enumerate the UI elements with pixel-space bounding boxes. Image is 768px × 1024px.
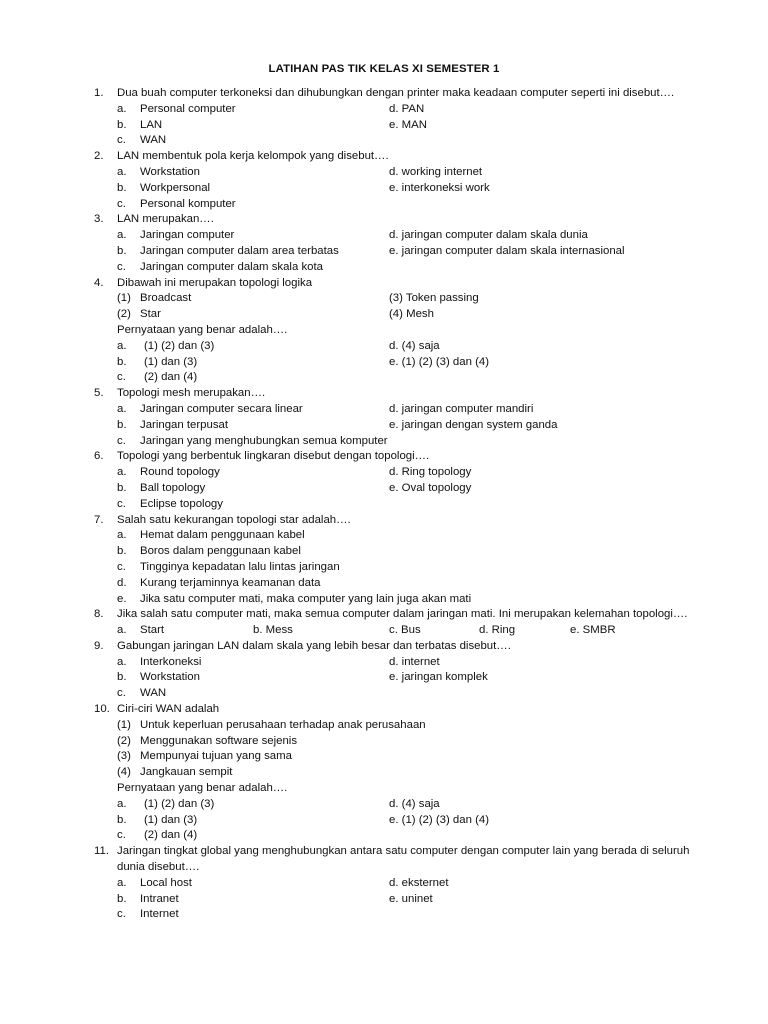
option-c: Eclipse topology (140, 497, 223, 510)
question-text: LAN membentuk pola kerja kelompok yang disebut…. (117, 150, 389, 163)
statement-4: (4) Mesh (389, 308, 434, 321)
question-number: 2. (94, 150, 104, 163)
question-number: 11. (94, 845, 109, 858)
option-label: c. (117, 371, 126, 384)
option-b: Jaringan terpusat (140, 418, 229, 431)
option-row (0, 907, 768, 923)
question-text: Topologi mesh merupakan…. (117, 387, 266, 400)
question-text: Topologi yang berbentuk lingkaran disebut dengan topologi…. (117, 450, 430, 463)
statement-row (0, 749, 768, 765)
option-label: c. (117, 687, 126, 700)
option-label: a. (117, 466, 127, 479)
option-label: b. (117, 481, 127, 494)
option-label: b. (117, 418, 127, 431)
option-c: (2) dan (4) (144, 829, 198, 842)
option-e: e. Oval topology (389, 481, 472, 494)
statement-prompt: Pernyataan yang benar adalah…. (117, 323, 288, 336)
statement-4: Jangkauan sempit (140, 766, 233, 779)
option-label: a. (117, 165, 127, 178)
option-label: c. (117, 434, 126, 447)
option-row (0, 481, 768, 497)
option-row (0, 244, 768, 260)
option-a: Local host (140, 876, 192, 889)
statement-row (0, 765, 768, 781)
question-number: 8. (94, 608, 104, 621)
option-label: a. (117, 655, 127, 668)
option-a: Jaringan computer (140, 229, 235, 242)
option-c: Jaringan computer dalam skala kota (140, 260, 323, 273)
option-row (0, 686, 768, 702)
option-d: d. internet (389, 655, 440, 668)
option-d: d. jaringan computer mandiri (389, 402, 534, 415)
question-number: 1. (94, 87, 104, 99)
option-e: e. (1) (2) (3) dan (4) (389, 813, 490, 826)
statement-3: (3) Token passing (389, 292, 479, 305)
option-label: a. (117, 102, 127, 115)
question-text: Salah satu kekurangan topologi star adalah…. (117, 513, 351, 526)
question-text: LAN merupakan…. (117, 213, 214, 226)
option-c: WAN (140, 687, 167, 700)
option-a: Jaringan computer secara linear (140, 402, 303, 415)
option-a: (1) (2) dan (3) (144, 339, 215, 352)
question-number: 3. (94, 213, 104, 226)
question-text: Jaringan tingkat global yang menghubungkan antara satu computer dengan computer lain yang berada di seluruh dunia disebut…. (117, 845, 690, 874)
question-number: 7. (94, 513, 104, 526)
statement-label: (2) (117, 734, 131, 747)
option-row (0, 133, 768, 149)
question-6 (0, 449, 768, 512)
option-label: d. (117, 576, 127, 589)
option-row (0, 670, 768, 686)
option-label: b. (117, 118, 127, 131)
option-d: d. Ring topology (389, 466, 472, 479)
option-b: (1) dan (3) (144, 355, 198, 368)
option-e: Jika satu computer mati, maka computer yang lain juga akan mati (140, 592, 472, 605)
option-row (0, 876, 768, 892)
question-7 (0, 513, 768, 608)
option-label: a. (117, 402, 127, 415)
statement-row (0, 307, 768, 323)
option-c: Personal komputer (140, 197, 236, 210)
option-row (0, 813, 768, 829)
option-label: a. (117, 529, 127, 542)
option-row (0, 592, 768, 608)
option-row (0, 623, 768, 639)
option-label: c. (117, 829, 126, 842)
question-3 (0, 212, 768, 275)
option-e: e. interkoneksi work (389, 181, 490, 194)
option-b: (1) dan (3) (144, 813, 198, 826)
question-text: Gabungan jaringan LAN dalam skala yang lebih besar dan terbatas disebut…. (117, 639, 511, 652)
question-8 (0, 607, 768, 639)
question-number: 6. (94, 450, 104, 463)
question-4 (0, 276, 768, 387)
option-label: a. (117, 339, 127, 352)
option-d: d. (4) saja (389, 797, 440, 810)
option-d: d. Ring (479, 624, 516, 637)
option-label: c. (117, 260, 126, 273)
option-b: Intranet (140, 892, 179, 905)
option-label: a. (117, 229, 127, 242)
option-label: e. (117, 592, 127, 605)
option-d: d. eksternet (389, 876, 449, 889)
question-text: Dibawah ini merupakan topologi logika (117, 276, 313, 289)
option-e: e. SMBR (570, 624, 616, 637)
statement-label: (3) (117, 750, 131, 763)
statement-2: Star (140, 308, 161, 321)
statement-label: (2) (117, 308, 131, 321)
option-label: b. (117, 181, 127, 194)
statement-label: (1) (117, 718, 131, 731)
option-b: b. Mess (253, 624, 293, 637)
option-label: a. (117, 876, 127, 889)
option-label: b. (117, 355, 127, 368)
question-text: Dua buah computer terkoneksi dan dihubungkan dengan printer maka keadaan computer seperti ini disebut…. (117, 87, 675, 99)
question-text: Ciri-ciri WAN adalah (117, 703, 220, 716)
question-9 (0, 639, 768, 702)
question-11 (0, 844, 768, 923)
option-row (0, 576, 768, 592)
option-b: Workstation (140, 671, 200, 684)
option-label: b. (117, 545, 127, 558)
option-e: e. jaringan dengan system ganda (389, 418, 558, 431)
option-label: b. (117, 813, 127, 826)
option-a: Start (140, 624, 165, 637)
question-number: 4. (94, 276, 104, 289)
question-1 (0, 86, 768, 149)
statement-label: (1) (117, 292, 131, 305)
statement-1: Broadcast (140, 292, 192, 305)
option-c: WAN (140, 134, 167, 147)
statement-row (0, 718, 768, 734)
option-d: d. PAN (389, 102, 425, 115)
option-a: Workstation (140, 165, 200, 178)
option-label: a. (117, 797, 127, 810)
option-b: Ball topology (140, 481, 206, 494)
option-label: b. (117, 244, 127, 257)
option-a: Hemat dalam penggunaan kabel (140, 529, 305, 542)
option-row (0, 465, 768, 481)
statement-2: Menggunakan software sejenis (140, 734, 298, 747)
statement-row (0, 291, 768, 307)
statement-1: Untuk keperluan perusahaan terhadap anak perusahaan (140, 718, 426, 731)
option-b: Workpersonal (140, 181, 211, 194)
option-d: Kurang terjaminnya keamanan data (140, 576, 321, 589)
option-b: Boros dalam penggunaan kabel (140, 545, 301, 558)
option-label: c. (117, 134, 126, 147)
option-row (0, 260, 768, 276)
option-row (0, 102, 768, 118)
option-row (0, 355, 768, 371)
option-label: b. (117, 892, 127, 905)
option-a: (1) (2) dan (3) (144, 797, 215, 810)
option-row (0, 544, 768, 560)
option-d: d. working internet (389, 165, 483, 178)
option-a: Interkoneksi (140, 655, 202, 668)
statement-label: (4) (117, 766, 131, 779)
option-e: e. uninet (389, 892, 433, 905)
option-b: LAN (140, 118, 163, 131)
option-label: c. (117, 908, 126, 921)
option-e: e. jaringan computer dalam skala internasional (389, 244, 625, 257)
option-row (0, 118, 768, 134)
page-title: LATIHAN PAS TIK KELAS XI SEMESTER 1 (268, 63, 500, 75)
option-label: c. (117, 560, 126, 573)
question-2 (0, 149, 768, 212)
option-row (0, 339, 768, 355)
option-c: Tingginya kepadatan lalu lintas jaringan (140, 560, 340, 573)
option-row (0, 181, 768, 197)
option-c: Internet (140, 908, 179, 921)
option-label: c. (117, 197, 126, 210)
question-list (0, 86, 768, 923)
option-c: (2) dan (4) (144, 371, 198, 384)
option-row (0, 370, 768, 386)
option-c: c. Bus (389, 624, 421, 637)
option-row (0, 655, 768, 671)
option-d: d. jaringan computer dalam skala dunia (389, 229, 588, 242)
option-row (0, 797, 768, 813)
option-row (0, 228, 768, 244)
option-label: a. (117, 624, 127, 637)
option-row (0, 165, 768, 181)
question-number: 10. (94, 703, 110, 716)
option-e: e. MAN (389, 118, 427, 131)
question-5 (0, 386, 768, 449)
option-row (0, 497, 768, 513)
option-e: e. jaringan komplek (389, 671, 488, 684)
option-row (0, 197, 768, 213)
option-label: b. (117, 671, 127, 684)
option-row (0, 892, 768, 908)
option-e: e. (1) (2) (3) dan (4) (389, 355, 490, 368)
option-row (0, 434, 768, 450)
option-a: Personal computer (140, 102, 236, 115)
option-c: Jaringan yang menghubungkan semua komputer (140, 434, 388, 447)
question-number: 9. (94, 639, 104, 652)
option-row (0, 528, 768, 544)
question-number: 5. (94, 387, 104, 400)
option-row (0, 828, 768, 844)
question-10 (0, 702, 768, 844)
option-label: c. (117, 497, 126, 510)
statement-3: Mempunyai tujuan yang sama (140, 750, 292, 763)
option-b: Jaringan computer dalam area terbatas (140, 244, 339, 257)
option-d: d. (4) saja (389, 339, 440, 352)
option-a: Round topology (140, 466, 220, 479)
option-row (0, 560, 768, 576)
option-row (0, 402, 768, 418)
question-text: Jika salah satu computer mati, maka semua computer dalam jaringan mati. Ini merupakan kelemahan topologi…. (117, 608, 688, 621)
option-row (0, 418, 768, 434)
statement-row (0, 734, 768, 750)
statement-prompt: Pernyataan yang benar adalah…. (117, 782, 288, 795)
